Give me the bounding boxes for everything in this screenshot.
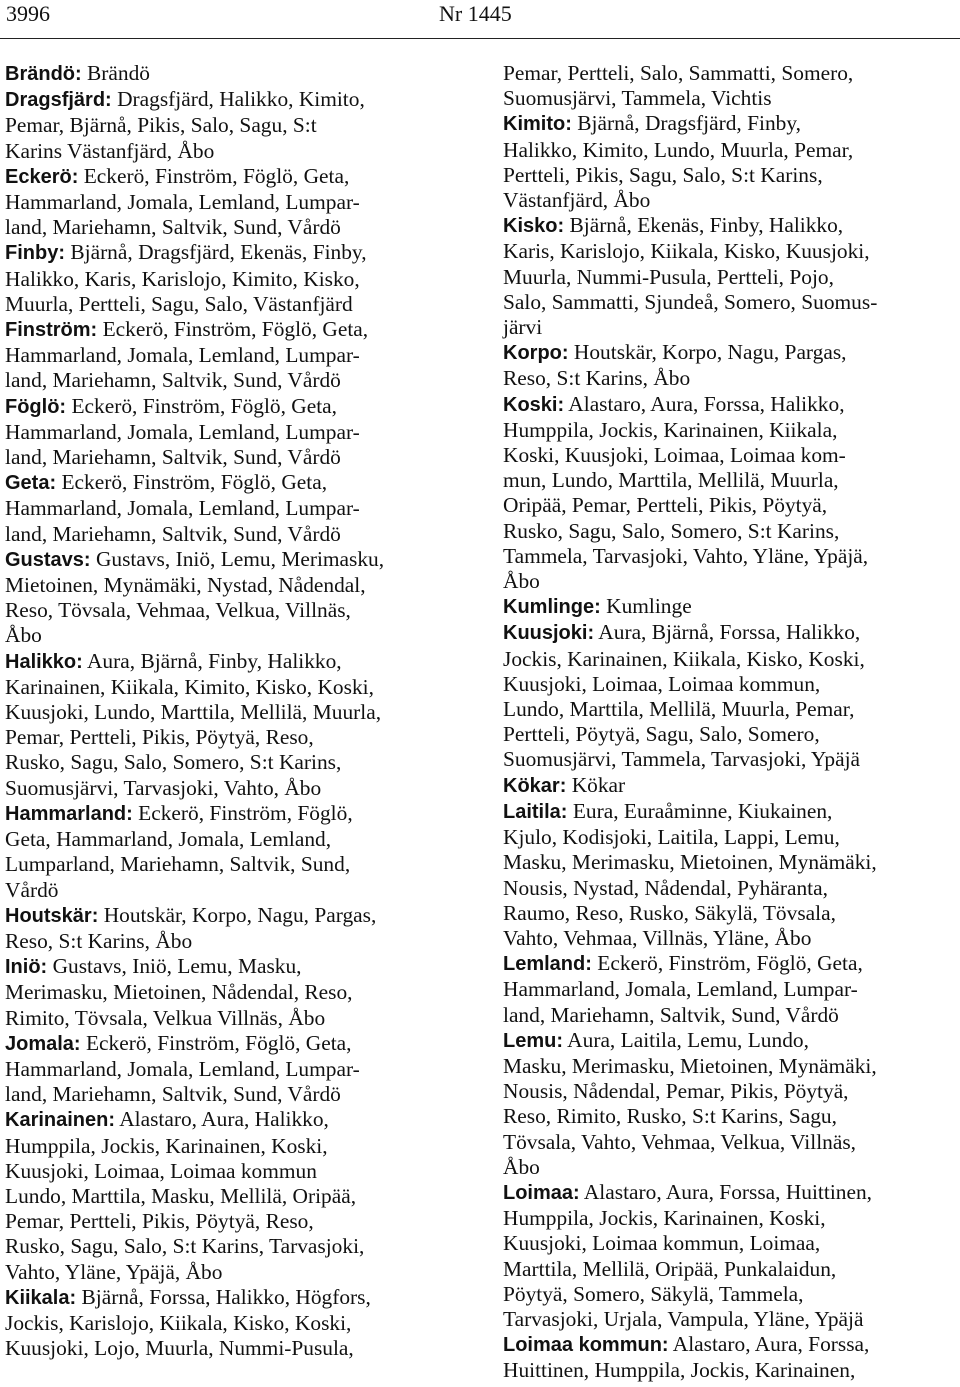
entry-text: Humppila, Jockis, Karinainen, Koski, <box>503 1206 826 1231</box>
entry-text: Koski, Kuusjoki, Loimaa, Loimaa kom- <box>503 443 846 468</box>
entry-line <box>503 111 958 137</box>
page-number: 3996 <box>6 1 50 26</box>
entry-text: land, Mariehamn, Saltvik, Sund, Vårdö <box>5 368 341 393</box>
index-entry <box>5 470 460 547</box>
entry-text: Kökar <box>571 772 626 797</box>
entry-text: Houtskär, Korpo, Nagu, Pargas, <box>103 902 377 927</box>
entry-line <box>503 213 958 239</box>
entry-text: Åbo <box>5 623 42 648</box>
entry-term: Lemu: <box>503 1029 563 1052</box>
entry-text: Reso, S:t Karins, Åbo <box>503 366 691 391</box>
entry-term: Finström: <box>5 319 98 342</box>
entry-line <box>503 418 958 443</box>
entry-line <box>5 190 460 215</box>
entry-line <box>503 594 958 620</box>
entry-text: Kuusjoki, Lundo, Marttila, Mellilä, Muurla, <box>5 700 382 725</box>
entry-text: Pemar, Pertteli, Pikis, Pöytyä, Reso, <box>5 725 314 750</box>
entry-line <box>5 394 460 420</box>
entry-text: Nousis, Nådendal, Pemar, Pikis, Pöytyä, <box>503 1079 849 1104</box>
entry-line <box>503 722 958 747</box>
index-entry <box>5 317 460 394</box>
entry-text: Huittinen, Humppila, Jockis, Karinainen, <box>503 1358 856 1383</box>
entry-line <box>5 1159 460 1184</box>
entry-text: Pertteli, Pöytyä, Sagu, Salo, Somero, <box>503 722 820 747</box>
entry-term: Loimaa kommun: <box>503 1334 669 1357</box>
entry-text: Halikko, Karis, Karislojo, Kimito, Kisko, <box>5 266 360 291</box>
entry-text: Alastaro, Aura, Forssa, Halikko, <box>568 391 845 416</box>
entry-line <box>503 61 958 86</box>
entry-line <box>5 573 460 598</box>
entry-text: Masku, Merimasku, Mietoinen, Mynämäki, <box>503 850 877 875</box>
entry-line <box>503 773 958 799</box>
entry-line <box>5 980 460 1005</box>
entry-text: Lumparland, Mariehamn, Saltvik, Sund, <box>5 852 351 877</box>
entry-text: Åbo <box>503 569 540 594</box>
entry-line <box>503 239 958 264</box>
entry-text: Rimito, Tövsala, Velkua Villnäs, Åbo <box>5 1005 326 1030</box>
index-entry <box>5 394 460 471</box>
entry-text: Tammela, Tarvasjoki, Vahto, Yläne, Ypäjä, <box>503 543 869 568</box>
entry-text: Vahto, Yläne, Ypäjä, Åbo <box>5 1259 223 1284</box>
entry-line <box>5 420 460 445</box>
index-entry <box>5 801 460 903</box>
entry-term: Kuusjoki: <box>503 622 595 645</box>
entry-line <box>5 852 460 877</box>
entry-text: land, Mariehamn, Saltvik, Sund, Vårdö <box>5 215 341 240</box>
entry-line <box>5 903 460 929</box>
entry-term: Koski: <box>503 393 565 416</box>
entry-term: Eckerö: <box>5 165 79 188</box>
entry-term: Kisko: <box>503 215 565 238</box>
entry-line <box>503 340 958 366</box>
entry-line <box>503 977 958 1002</box>
entry-text: Suomusjärvi, Tarvasjoki, Vahto, Åbo <box>5 775 322 800</box>
entry-line <box>5 1285 460 1311</box>
entry-term: Hammarland: <box>5 802 133 825</box>
entry-line <box>5 1082 460 1107</box>
index-entry <box>503 340 958 391</box>
entry-text: Merimasku, Mietoinen, Nådendal, Reso, <box>5 980 353 1005</box>
entry-text: Kuusjoki, Loimaa, Loimaa kommun, <box>503 671 821 696</box>
entry-text: Gustavs, Iniö, Lemu, Merimasku, <box>95 546 385 571</box>
index-entry <box>503 392 958 595</box>
entry-text: Masku, Merimasku, Mietoinen, Mynämäki, <box>503 1053 877 1078</box>
entry-line <box>503 315 958 340</box>
entry-line <box>5 1134 460 1159</box>
entry-text: Hammarland, Jomala, Lemland, Lumpar- <box>503 977 858 1002</box>
entry-line <box>503 1054 958 1079</box>
entry-line <box>503 1332 958 1358</box>
entry-line <box>503 1257 958 1282</box>
entry-line <box>5 1209 460 1234</box>
entry-line <box>5 1311 460 1336</box>
entry-line <box>503 1104 958 1129</box>
index-entry <box>503 61 958 111</box>
entry-line <box>503 1231 958 1256</box>
entry-line <box>503 1307 958 1332</box>
entry-text: Rusko, Sagu, Salo, Somero, S:t Karins, <box>503 518 840 543</box>
entry-line <box>5 1184 460 1209</box>
entry-text: Bjärnå, Dragsfjärd, Finby, <box>577 111 802 136</box>
entry-text: Muurla, Pertteli, Sagu, Salo, Västanfjärd <box>5 291 353 316</box>
entry-text: Pöytyä, Somero, Säkylä, Tammela, <box>503 1281 804 1306</box>
index-entry <box>5 87 460 164</box>
entry-line <box>5 1057 460 1082</box>
entry-text: land, Mariehamn, Saltvik, Sund, Vårdö <box>5 1082 341 1107</box>
entry-text: Aura, Laitila, Lemu, Lundo, <box>567 1027 809 1052</box>
entry-text: Aura, Bjärnå, Forssa, Halikko, <box>598 620 861 645</box>
entry-text: Karis, Karislojo, Kiikala, Kisko, Kuusjoki, <box>503 239 870 264</box>
entry-term: Loimaa: <box>503 1181 580 1204</box>
entry-term: Jomala: <box>5 1032 81 1055</box>
entry-line <box>5 776 460 801</box>
entry-line <box>503 392 958 418</box>
entry-term: Karinainen: <box>5 1109 116 1132</box>
entry-line <box>5 522 460 547</box>
entry-text: Pemar, Bjärnå, Pikis, Salo, Sagu, S:t <box>5 113 317 138</box>
entry-term: Kumlinge: <box>503 596 601 619</box>
index-entry <box>503 951 958 1028</box>
entry-line <box>503 265 958 290</box>
index-entry <box>5 954 460 1031</box>
entry-text: Raumo, Reso, Rusko, Säkylä, Tövsala, <box>503 900 836 925</box>
entry-text: Geta, Hammarland, Jomala, Lemland, <box>5 827 332 852</box>
entry-text: Jockis, Karinainen, Kiikala, Kisko, Koski, <box>503 646 865 671</box>
entry-line <box>503 1130 958 1155</box>
entry-line <box>5 343 460 368</box>
entry-text: Salo, Sammatti, Sjundeå, Somero, Suomus- <box>503 289 878 314</box>
index-entry <box>5 61 460 87</box>
entry-term: Finby: <box>5 242 65 265</box>
entry-line <box>5 113 460 138</box>
entry-text: Humppila, Jockis, Karinainen, Kiikala, <box>503 417 838 442</box>
entry-text: Hammarland, Jomala, Lemland, Lumpar- <box>5 343 360 368</box>
index-entry <box>5 547 460 649</box>
entry-line <box>5 215 460 240</box>
entry-text: Eckerö, Finström, Föglö, Geta, <box>61 470 328 495</box>
index-entry <box>5 1031 460 1108</box>
entry-line <box>503 1028 958 1054</box>
issue-number: Nr 1445 <box>439 1 512 26</box>
entry-line <box>503 951 958 977</box>
entry-line <box>5 496 460 521</box>
entry-line <box>503 1358 958 1383</box>
entry-line <box>503 1282 958 1307</box>
entry-text: Eckerö, Finström, Föglö, <box>138 800 353 825</box>
entry-line <box>5 725 460 750</box>
entry-term: Korpo: <box>503 342 569 365</box>
entry-text: Bjärnå, Forssa, Halikko, Högfors, <box>81 1284 371 1309</box>
entry-line <box>5 929 460 954</box>
entry-text: Mietoinen, Mynämäki, Nystad, Nådendal, <box>5 573 366 598</box>
entry-text: Gustavs, Iniö, Lemu, Masku, <box>52 954 302 979</box>
entry-text: land, Mariehamn, Saltvik, Sund, Vårdö <box>503 1002 839 1027</box>
entry-text: Marttila, Mellilä, Oripää, Punkalaidun, <box>503 1256 837 1281</box>
index-entry <box>5 164 460 241</box>
entry-line <box>5 801 460 827</box>
entry-line <box>503 468 958 493</box>
entry-text: Rusko, Sagu, Salo, Somero, S:t Karins, <box>5 750 342 775</box>
entry-text: Halikko, Kimito, Lundo, Muurla, Pemar, <box>503 137 854 162</box>
entry-text: Vahto, Vehmaa, Villnäs, Yläne, Åbo <box>503 925 812 950</box>
entry-line <box>5 750 460 775</box>
entry-line <box>503 569 958 594</box>
page-header <box>0 0 960 30</box>
entry-text: Kuusjoki, Lojo, Muurla, Nummi-Pusula, <box>5 1336 354 1361</box>
entry-line <box>5 368 460 393</box>
entry-line <box>503 799 958 825</box>
entry-text: Humppila, Jockis, Karinainen, Koski, <box>5 1133 328 1158</box>
entry-text: Houtskär, Korpo, Nagu, Pargas, <box>573 340 847 365</box>
entry-line <box>5 1336 460 1361</box>
entry-text: Lundo, Marttila, Masku, Mellilä, Oripää, <box>5 1183 357 1208</box>
entry-line <box>5 164 460 190</box>
entry-text: Alastaro, Aura, Forssa, <box>672 1332 870 1357</box>
entry-text: Suomusjärvi, Tammela, Tarvasjoki, Ypäjä <box>503 747 861 772</box>
entry-text: mun, Lundo, Marttila, Mellilä, Muurla, <box>503 468 839 493</box>
entry-line <box>503 697 958 722</box>
entry-line <box>503 901 958 926</box>
entry-line <box>503 138 958 163</box>
entry-line <box>503 1079 958 1104</box>
entry-line <box>503 1003 958 1028</box>
entry-line <box>5 1107 460 1133</box>
index-entry <box>503 799 958 951</box>
index-entry <box>5 240 460 317</box>
entry-line <box>5 878 460 903</box>
entry-line <box>503 1155 958 1180</box>
entry-term: Laitila: <box>503 800 568 823</box>
entry-text: Eckerö, Finström, Föglö, Geta, <box>71 393 338 418</box>
index-entry <box>503 620 958 772</box>
entry-line <box>503 290 958 315</box>
entry-term: Lemland: <box>503 953 592 976</box>
entry-line <box>503 86 958 111</box>
entry-text: Kuusjoki, Loimaa, Loimaa kommun <box>5 1158 317 1183</box>
entry-line <box>5 1006 460 1031</box>
index-entry <box>503 594 958 620</box>
entry-text: Reso, S:t Karins, Åbo <box>5 928 193 953</box>
entry-line <box>5 139 460 164</box>
entry-text: Nousis, Nystad, Nådendal, Pyhäranta, <box>503 875 828 900</box>
entry-text: Hammarland, Jomala, Lemland, Lumpar- <box>5 190 360 215</box>
entry-line <box>503 1180 958 1206</box>
entry-text: land, Mariehamn, Saltvik, Sund, Vårdö <box>5 445 341 470</box>
header-rule <box>0 38 960 39</box>
entry-text: Jockis, Karislojo, Kiikala, Kisko, Koski, <box>5 1310 352 1335</box>
entry-term: Geta: <box>5 472 57 495</box>
entry-text: Rusko, Sagu, Salo, S:t Karins, Tarvasjoki, <box>5 1234 365 1259</box>
entry-line <box>5 292 460 317</box>
entry-line <box>503 850 958 875</box>
index-entry <box>5 1107 460 1284</box>
entry-text: Eckerö, Finström, Föglö, Geta, <box>83 163 350 188</box>
entry-text: Reso, Rimito, Rusko, S:t Karins, Sagu, <box>503 1104 837 1129</box>
entry-text: Brändö <box>87 61 151 85</box>
entry-line <box>503 876 958 901</box>
entry-line <box>503 443 958 468</box>
entry-line <box>503 747 958 772</box>
entry-line <box>503 825 958 850</box>
entry-text: Dragsfjärd, Halikko, Kimito, <box>117 87 365 112</box>
entry-text: Tarvasjoki, Urjala, Vampula, Yläne, Ypäjä <box>503 1306 864 1331</box>
entry-line <box>503 672 958 697</box>
entry-line <box>5 623 460 648</box>
entry-term: Iniö: <box>5 956 48 979</box>
entry-line <box>503 366 958 391</box>
entry-text: Bjärnå, Ekenäs, Finby, Halikko, <box>569 213 844 238</box>
index-entry <box>503 111 958 213</box>
entry-text: järvi <box>503 315 543 340</box>
entry-text: Kjulo, Kodisjoki, Laitila, Lappi, Lemu, <box>503 825 840 850</box>
entry-term: Gustavs: <box>5 548 91 571</box>
index-entry <box>5 903 460 954</box>
entry-line <box>5 445 460 470</box>
entry-line <box>5 827 460 852</box>
entry-line <box>503 188 958 213</box>
entry-text: Reso, Tövsala, Vehmaa, Velkua, Villnäs, <box>5 598 351 623</box>
entry-text: Hammarland, Jomala, Lemland, Lumpar- <box>5 1056 360 1081</box>
entry-text: Aura, Bjärnå, Finby, Halikko, <box>86 648 342 673</box>
entry-line <box>5 598 460 623</box>
right-column <box>503 61 958 1384</box>
entry-term: Kimito: <box>503 113 572 136</box>
entry-line <box>503 620 958 646</box>
entry-line <box>5 954 460 980</box>
entry-line <box>503 647 958 672</box>
entry-text: Kumlinge <box>606 594 692 619</box>
entry-text: Alastaro, Aura, Halikko, <box>119 1107 329 1132</box>
index-entry <box>5 1285 460 1362</box>
entry-text: land, Mariehamn, Saltvik, Sund, Vårdö <box>5 521 341 546</box>
entry-line <box>503 544 958 569</box>
index-entry <box>503 1028 958 1180</box>
index-entry <box>503 1332 958 1383</box>
entry-text: Hammarland, Jomala, Lemland, Lumpar- <box>5 496 360 521</box>
entry-text: Alastaro, Aura, Forssa, Huittinen, <box>583 1179 872 1204</box>
entry-line <box>503 163 958 188</box>
entry-line <box>503 493 958 518</box>
entry-line <box>503 1206 958 1231</box>
entry-line <box>5 547 460 573</box>
entry-line <box>5 1234 460 1259</box>
entry-line <box>5 675 460 700</box>
entry-text: Pemar, Pertteli, Salo, Sammatti, Somero, <box>503 61 854 85</box>
entry-text: Karinainen, Kiikala, Kimito, Kisko, Koski, <box>5 674 374 699</box>
entry-line <box>5 87 460 113</box>
entry-line <box>5 700 460 725</box>
entry-term: Kiikala: <box>5 1286 77 1309</box>
entry-line <box>5 317 460 343</box>
entry-line <box>5 1260 460 1285</box>
entry-line <box>5 240 460 266</box>
entry-text: Tövsala, Vahto, Vehmaa, Velkua, Villnäs, <box>503 1129 856 1154</box>
entry-line <box>503 926 958 951</box>
entry-line <box>5 61 460 87</box>
entry-text: Eckerö, Finström, Föglö, Geta, <box>597 951 863 976</box>
entry-text: Eckerö, Finström, Föglö, Geta, <box>102 317 369 342</box>
entry-term: Dragsfjärd: <box>5 89 112 112</box>
entry-text: Muurla, Nummi-Pusula, Pertteli, Pojo, <box>503 264 834 289</box>
entry-text: Lundo, Marttila, Mellilä, Muurla, Pemar, <box>503 697 855 722</box>
entry-text: Eura, Euraåminne, Kiukainen, <box>572 798 833 823</box>
entry-text: Suomusjärvi, Tammela, Vichtis <box>503 86 772 111</box>
entry-text: Eckerö, Finström, Föglö, Geta, <box>85 1030 352 1055</box>
entry-text: Pemar, Pertteli, Pikis, Pöytyä, Reso, <box>5 1209 314 1234</box>
index-entry <box>503 213 958 340</box>
entry-line <box>503 519 958 544</box>
entry-term: Kökar: <box>503 774 567 797</box>
entry-text: Hammarland, Jomala, Lemland, Lumpar- <box>5 419 360 444</box>
entry-text: Västanfjärd, Åbo <box>503 188 651 213</box>
entry-term: Houtskär: <box>5 904 99 927</box>
left-column <box>5 61 460 1361</box>
entry-text: Pertteli, Pikis, Sagu, Salo, S:t Karins, <box>503 162 823 187</box>
entry-text: Åbo <box>503 1154 540 1179</box>
entry-line <box>5 267 460 292</box>
entry-line <box>5 649 460 675</box>
entry-text: Kuusjoki, Loimaa kommun, Loimaa, <box>503 1231 821 1256</box>
entry-term: Föglö: <box>5 395 67 418</box>
entry-line <box>5 470 460 496</box>
entry-text: Karins Västanfjärd, Åbo <box>5 138 215 163</box>
index-entry <box>503 773 958 799</box>
index-entry <box>5 649 460 801</box>
index-entry <box>503 1180 958 1332</box>
entry-line <box>5 1031 460 1057</box>
entry-text: Vårdö <box>5 877 59 902</box>
entry-term: Brändö: <box>5 63 82 85</box>
entry-text: Bjärnå, Dragsfjärd, Ekenäs, Finby, <box>70 240 367 265</box>
entry-text: Oripää, Pemar, Pertteli, Pikis, Pöytyä, <box>503 493 828 518</box>
entry-term: Halikko: <box>5 650 83 673</box>
